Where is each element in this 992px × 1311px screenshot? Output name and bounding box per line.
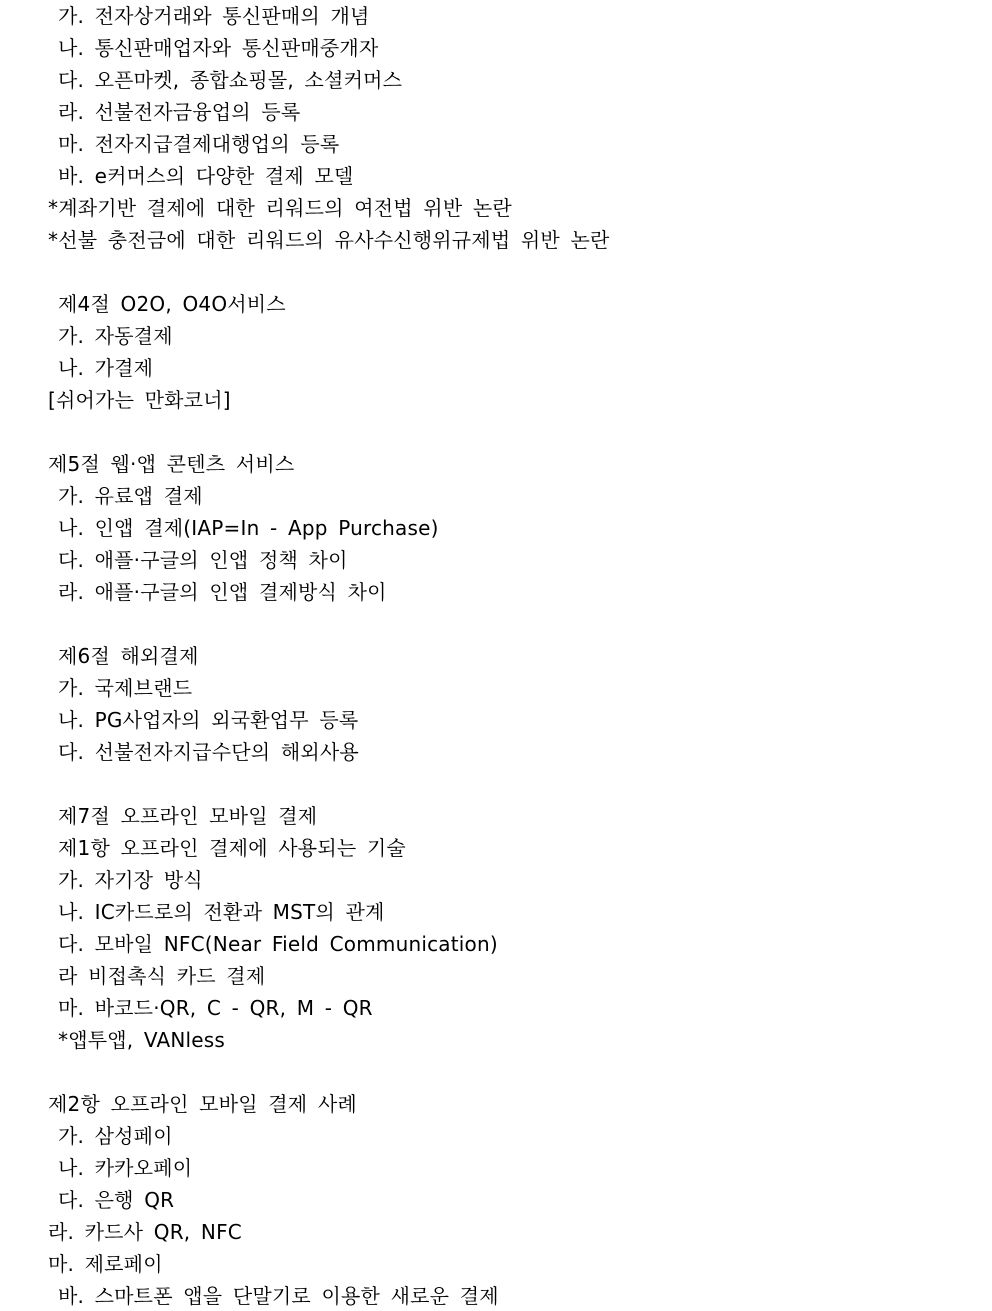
toc-line: 가. 전자상거래와 통신판매의 개념: [58, 4, 370, 28]
toc-line: 가. 자기장 방식: [58, 868, 203, 892]
section-heading: 제6절 해외결제: [58, 644, 199, 668]
toc-line: 다. 모바일 NFC(Near Field Communication): [58, 932, 498, 956]
toc-line: 가. 자동결제: [58, 324, 173, 348]
toc-line: 다. 애플·구글의 인앱 정책 차이: [58, 548, 348, 572]
toc-line: 마. 제로페이: [48, 1252, 163, 1276]
toc-line: 가. 삼성페이: [58, 1124, 173, 1148]
section-heading: 제7절 오프라인 모바일 결제: [58, 804, 318, 828]
toc-line: 라 비접촉식 카드 결제: [58, 964, 266, 988]
toc-line: 다. 은행 QR: [58, 1188, 175, 1212]
toc-line: 다. 선불전자지급수단의 해외사용: [58, 740, 359, 764]
subsection-heading: 제1항 오프라인 결제에 사용되는 기술: [58, 836, 406, 860]
toc-line: 다. 오픈마켓, 종합쇼핑몰, 소셜커머스: [58, 68, 403, 92]
toc-line: 나. PG사업자의 외국환업무 등록: [58, 708, 359, 732]
toc-line: 나. 통신판매업자와 통신판매중개자: [58, 36, 379, 60]
toc-line: 라. 카드사 QR, NFC: [48, 1220, 242, 1244]
toc-line: 나. 가결제: [58, 356, 154, 380]
section-heading: 제5절 웹·앱 콘텐츠 서비스: [48, 452, 295, 476]
toc-note: *계좌기반 결제에 대한 리워드의 여전법 위반 논란: [48, 196, 512, 220]
toc-line: 나. 카카오페이: [58, 1156, 193, 1180]
toc-line: 가. 국제브랜드: [58, 676, 193, 700]
toc-line: 나. IC카드로의 전환과 MST의 관계: [58, 900, 385, 924]
toc-note: *선불 충전금에 대한 리워드의 유사수신행위규제법 위반 논란: [48, 228, 610, 252]
toc-line: 라. 애플·구글의 인앱 결제방식 차이: [58, 580, 387, 604]
toc-line: 바. 스마트폰 앱을 단말기로 이용한 새로운 결제: [58, 1284, 499, 1308]
section-heading: 제4절 O2O, O4O서비스: [58, 292, 286, 316]
subsection-heading: 제2항 오프라인 모바일 결제 사례: [48, 1092, 357, 1116]
toc-line: 나. 인앱 결제(IAP=In - App Purchase): [58, 516, 439, 540]
toc-line: 바. e커머스의 다양한 결제 모델: [58, 164, 354, 188]
toc-note: *앱투앱, VANless: [58, 1028, 226, 1052]
toc-line: 마. 바코드·QR, C - QR, M - QR: [58, 996, 373, 1020]
toc-line: 마. 전자지급결제대행업의 등록: [58, 132, 340, 156]
toc-line: 가. 유료앱 결제: [58, 484, 203, 508]
toc-line: 라. 선불전자금융업의 등록: [58, 100, 301, 124]
toc-note: [쉬어가는 만화코너]: [48, 388, 231, 412]
